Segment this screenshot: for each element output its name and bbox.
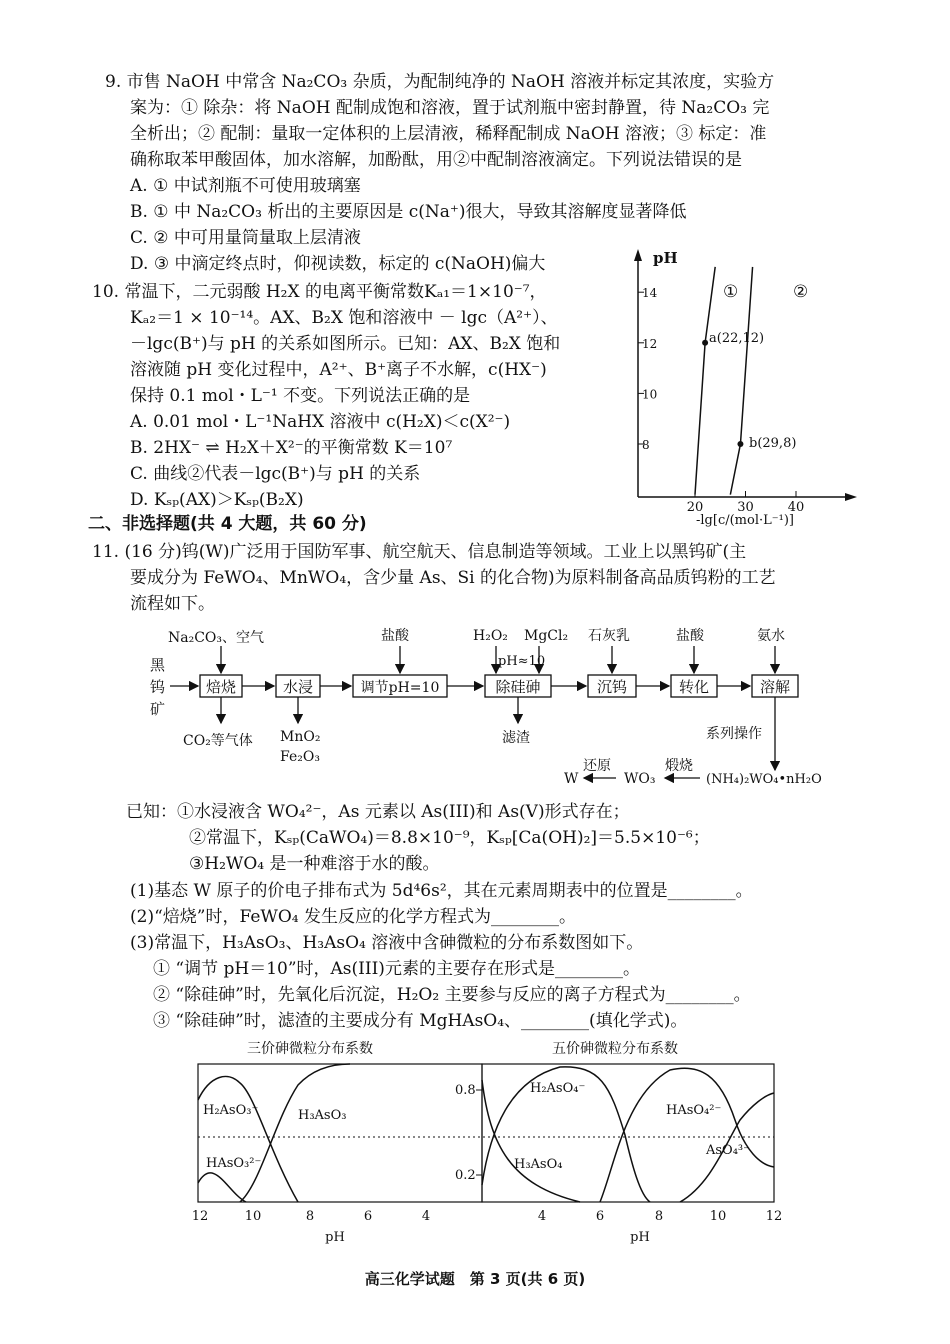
q11-sub-1: (1)基态 W 原子的价电子排布式为 5d⁴6s²，其在元素周期表中的位置是________。: [130, 881, 753, 901]
feed-2: 钨: [150, 678, 166, 696]
q10-line-5: 保持 0.1 mol・L⁻¹ 不变。下列说法正确的是: [130, 386, 471, 406]
q10-curve-2-label: ②: [793, 282, 809, 302]
q10-x-arrow: [845, 493, 857, 501]
q11-line-1: 11. (16 分)钨(W)广泛用于国防军事、航空航天、信息制造等领域。工业上以黑钨矿(主: [92, 542, 747, 562]
x3-label: pH: [325, 1230, 345, 1245]
output-mno2: MnO₂: [280, 729, 321, 745]
final-tungstate: (NH₄)₂WO₄•nH₂O: [706, 772, 822, 787]
reagent-lime: 石灰乳: [588, 628, 630, 644]
q10-chart: [615, 245, 865, 535]
section-2-heading: 二、非选择题(共 4 大题，共 60 分): [88, 514, 367, 534]
final-wo3: WO₃: [624, 771, 656, 787]
step-convert: 转化: [678, 678, 710, 696]
q10-point-a-label: a(22,12): [709, 331, 765, 346]
q11-sub-3-1: ① “调节 pH＝10”时，As(III)元素的主要存在形式是________。: [153, 959, 640, 979]
x5-tick-10: 10: [709, 1209, 727, 1224]
q10-line-1: 10. 常温下，二元弱酸 H₂X 的电离平衡常数Kₐ₁＝1×10⁻⁷，: [92, 282, 547, 302]
q11-sub-3: (3)常温下，H₃AsO₃、H₃AsO₄ 溶液中含砷微粒的分布系数图如下。: [130, 933, 644, 953]
q10-line-4: 溶液随 pH 变化过程中，A²⁺、B⁺离子不水解，c(HX⁻): [130, 360, 547, 380]
q10-ytick-label: 14: [642, 286, 658, 301]
flow-diagram: [140, 620, 840, 795]
output-operations: 系列操作: [706, 726, 762, 742]
q9-line-4: 确称取苯甲酸固体，加水溶解，加酚酞，用②中配制溶液滴定。下列说法错误的是: [130, 150, 742, 170]
x5-tick-4: 4: [537, 1209, 547, 1224]
output-gas: CO₂等气体: [183, 733, 253, 749]
step-precip: 沉钨: [596, 678, 628, 696]
label-h3aso4: H₃AsO₄: [514, 1157, 563, 1172]
step-remove: 除硅砷: [495, 678, 541, 696]
x5-tick-6: 6: [595, 1209, 605, 1224]
q10-line-3: －lgc(B⁺)与 pH 的关系如图所示。已知：AX、B₂X 饱和: [130, 334, 561, 354]
q9-line-2: 案为：① 除杂：将 NaOH 配制成饱和溶液，置于试剂瓶中密封静置，待 Na₂CO₃ 完: [130, 98, 770, 118]
q11-sub-3-3: ③ “除硅砷”时，滤渣的主要成分有 MgHAsO₄、________(填化学式)。: [153, 1011, 688, 1031]
q10-curve-1-label: ①: [723, 282, 739, 302]
x3-tick-8: 8: [305, 1209, 315, 1224]
q10-y-label: pH: [653, 249, 678, 267]
curve-haso3: [198, 1173, 246, 1202]
output-fe2o3: Fe₂O₃: [280, 749, 320, 765]
q10-line-2: Kₐ₂＝1 × 10⁻¹⁴。AX、B₂X 饱和溶液中 － lgc（A²⁺）、: [130, 308, 558, 328]
curve-h2aso3: [198, 1076, 298, 1202]
q11-known-3: ③H₂WO₄ 是一种难溶于水的酸。: [189, 854, 440, 874]
label-haso4: HAsO₄²⁻: [666, 1103, 722, 1118]
q9-option-b: B. ① 中 Na₂CO₃ 析出的主要原因是 c(Na⁺)很大，导致其溶解度显著降低: [130, 202, 687, 222]
reagent-ph: pH≈10: [498, 654, 546, 669]
final-reduce: 还原: [583, 758, 611, 774]
chart-3-frame: [198, 1064, 482, 1202]
reagent-na2co3: Na₂CO₃、空气: [168, 630, 265, 646]
q10-ytick-label: 12: [642, 336, 658, 351]
q10-y-ticks: [638, 286, 658, 452]
q10-xtick-label: 20: [686, 500, 704, 515]
x3-tick-10: 10: [244, 1209, 262, 1224]
label-haso3: HAsO₃²⁻: [206, 1156, 262, 1171]
curve-haso4: [600, 1068, 774, 1202]
reagent-hcl-1: 盐酸: [381, 628, 409, 644]
curve-h3aso3: [240, 1064, 350, 1202]
q10-ytick-label: 10: [642, 387, 658, 402]
q9-line-1: 9. 市售 NaOH 中常含 Na₂CO₃ 杂质，为配制纯净的 NaOH 溶液并标定其浓度，实验方: [105, 72, 775, 92]
label-h2aso3: H₂AsO₃⁻: [203, 1103, 259, 1118]
arsenic-charts: [180, 1035, 800, 1250]
q10-point-b-label: b(29,8): [749, 436, 797, 451]
ytick-08: 0.8: [455, 1083, 476, 1098]
reagent-mgcl2: MgCl₂: [524, 628, 569, 644]
reagent-h2o2: H₂O₂: [473, 628, 508, 644]
q10-option-d: D. Kₛₚ(AX)＞Kₛₚ(B₂X): [130, 490, 304, 510]
q11-line-2: 要成分为 FeWO₄、MnWO₄，含少量 As、Si 的化合物)为原料制备高品质钨粉的工艺: [130, 568, 776, 588]
q10-option-c: C. 曲线②代表－lgc(B⁺)与 pH 的关系: [130, 464, 421, 484]
q11-known-2: ②常温下，Kₛₚ(CaWO₄)＝8.8×10⁻⁹，Kₛₚ[Ca(OH)₂]＝5.5×10⁻⁶；: [189, 828, 710, 848]
x5-tick-12: 12: [765, 1209, 783, 1224]
q10-point-b: [737, 441, 743, 447]
step-leach: 水浸: [282, 678, 314, 696]
q10-xtick-label: 40: [787, 500, 805, 515]
q9-option-d: D. ③ 中滴定终点时，仰视读数，标定的 c(NaOH)偏大: [130, 254, 546, 274]
q10-x-label: -lg[c/(mol·L⁻¹)]: [696, 513, 794, 528]
feed-3: 矿: [150, 700, 166, 718]
q11-sub-2: (2)“焙烧”时，FeWO₄ 发生反应的化学方程式为________。: [130, 907, 577, 927]
label-h2aso4: H₂AsO₄⁻: [530, 1081, 586, 1096]
x3-tick-4: 4: [421, 1209, 431, 1224]
q10-option-a: A. 0.01 mol・L⁻¹NaHX 溶液中 c(H₂X)＜c(X²⁻): [130, 412, 511, 432]
curve-h3aso4: [482, 1080, 580, 1202]
step-roast: 焙烧: [205, 678, 237, 696]
label-h3aso3: H₃AsO₃: [298, 1108, 347, 1123]
q9-line-3: 全析出；② 配制：量取一定体积的上层清液，稀释配制成 NaOH 溶液；③ 标定：准: [130, 124, 767, 144]
x3-tick-12: 12: [191, 1209, 209, 1224]
reagent-ammonia: 氨水: [757, 628, 785, 644]
x5-tick-8: 8: [654, 1209, 664, 1224]
step-dissolve: 溶解: [759, 678, 791, 696]
q10-point-a: [702, 340, 708, 346]
step-adjust: 调节pH=10: [360, 680, 440, 696]
q9-option-a: A. ① 中试剂瓶不可使用玻璃塞: [130, 176, 361, 196]
output-residue: 滤渣: [502, 730, 530, 746]
q11-sub-3-2: ② “除硅砷”时，先氧化后沉淀，H₂O₂ 主要参与反应的离子方程式为________。: [153, 985, 751, 1005]
q9-option-c: C. ② 中可用量筒量取上层清液: [130, 228, 361, 248]
final-w: W: [564, 771, 579, 787]
q10-y-arrow: [634, 249, 642, 261]
chart-title-3: 三价砷微粒分布系数: [247, 1041, 373, 1057]
q10-xtick-label: 30: [737, 500, 754, 515]
label-aso4: AsO₄³⁻: [706, 1143, 751, 1158]
q11-known-1: 已知：①水浸液含 WO₄²⁻，As 元素以 As(III)和 As(V)形式存在；: [126, 802, 630, 822]
q10-ytick-label: 8: [642, 438, 650, 452]
q10-x-ticks: [687, 491, 805, 515]
x3-tick-6: 6: [363, 1209, 373, 1224]
reagent-hcl-2: 盐酸: [676, 628, 704, 644]
final-calcine: 煅烧: [665, 758, 693, 774]
x5-label: pH: [630, 1230, 650, 1245]
q11-line-3: 流程如下。: [130, 594, 215, 614]
q10-curve-1: [695, 267, 715, 495]
page-footer: 高三化学试题 第 3 页(共 6 页): [364, 1270, 586, 1288]
ytick-02: 0.2: [455, 1168, 476, 1183]
chart-title-5: 五价砷微粒分布系数: [552, 1041, 678, 1057]
feed-1: 黑: [150, 656, 166, 674]
q10-option-b: B. 2HX⁻ ⇌ H₂X＋X²⁻的平衡常数 K＝10⁷: [130, 438, 453, 458]
